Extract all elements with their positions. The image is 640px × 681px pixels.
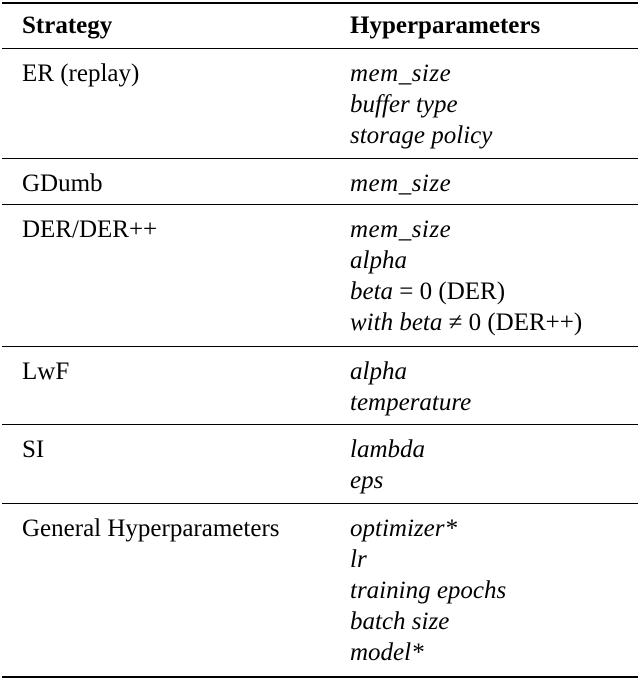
hyperparameter-text: beta bbox=[350, 278, 394, 305]
hyperparameters-cell bbox=[350, 356, 471, 418]
hyperparameter-item bbox=[350, 307, 582, 338]
hyperparameter-item bbox=[350, 513, 506, 544]
hyperparameters-cell bbox=[350, 214, 582, 338]
hyperparameter-text: mem_size bbox=[350, 216, 452, 243]
hyperparameter-item bbox=[350, 544, 506, 575]
hyperparameter-text: eps bbox=[350, 467, 384, 494]
hyperparameters-cell bbox=[350, 434, 425, 496]
strategy-cell: GDumb bbox=[22, 170, 103, 197]
hyperparameter-item bbox=[350, 356, 471, 387]
hyperparameter-item bbox=[350, 606, 506, 637]
row-separator bbox=[2, 424, 638, 425]
strategy-cell: General Hyperparameters bbox=[22, 515, 280, 542]
hyperparameters-cell bbox=[350, 513, 506, 668]
strategy-cell: DER/DER++ bbox=[22, 216, 158, 243]
header-strategy: Strategy bbox=[22, 12, 113, 39]
hyperparameter-item bbox=[350, 575, 506, 606]
hyperparameter-text: model* bbox=[350, 639, 424, 666]
bottom-rule bbox=[2, 676, 638, 678]
header-hyperparameters: Hyperparameters bbox=[350, 12, 541, 39]
hyperparameter-item bbox=[350, 637, 506, 668]
hyperparameter-item bbox=[350, 168, 451, 199]
strategy-cell: ER (replay) bbox=[22, 60, 140, 87]
hyperparameters-cell bbox=[350, 58, 492, 151]
header-rule bbox=[2, 48, 638, 49]
hyperparameter-text: = 0 (DER) bbox=[393, 278, 506, 305]
hyperparameter-item bbox=[350, 58, 492, 89]
top-rule bbox=[2, 2, 638, 4]
hyperparameter-text: mem_size bbox=[350, 170, 452, 197]
hyperparameter-text: alpha bbox=[350, 247, 407, 274]
row-separator bbox=[2, 158, 638, 159]
hyperparameter-item bbox=[350, 276, 582, 307]
hyperparameter-text: mem_size bbox=[350, 60, 452, 87]
hyperparameter-item bbox=[350, 120, 492, 151]
hyperparameters-cell bbox=[350, 168, 451, 199]
hyperparameter-item bbox=[350, 465, 425, 496]
hyperparameter-text: alpha bbox=[350, 358, 407, 385]
strategy-cell: SI bbox=[22, 436, 45, 463]
hyperparameter-item bbox=[350, 89, 492, 120]
hyperparameter-text: training epochs bbox=[350, 577, 507, 604]
hyperparameter-item bbox=[350, 434, 425, 465]
hyperparameter-text: storage policy bbox=[350, 122, 493, 149]
hyperparameter-text: lambda bbox=[350, 436, 425, 463]
hyperparameter-text: optimizer* bbox=[350, 515, 457, 542]
hyperparameter-text: temperature bbox=[350, 389, 472, 416]
row-separator bbox=[2, 204, 638, 205]
hyperparameter-text: buffer type bbox=[350, 91, 458, 118]
hyperparameter-text: lr bbox=[350, 546, 367, 573]
row-separator bbox=[2, 503, 638, 504]
row-separator bbox=[2, 346, 638, 347]
strategy-cell: LwF bbox=[22, 358, 70, 385]
hyperparameter-item bbox=[350, 245, 582, 276]
hyperparameter-text: batch size bbox=[350, 608, 450, 635]
hyperparameter-item bbox=[350, 214, 582, 245]
hyperparameter-text: with beta bbox=[350, 309, 443, 336]
hyperparameter-text: ≠ 0 (DER++) bbox=[442, 309, 583, 336]
hyperparameter-item bbox=[350, 387, 471, 418]
